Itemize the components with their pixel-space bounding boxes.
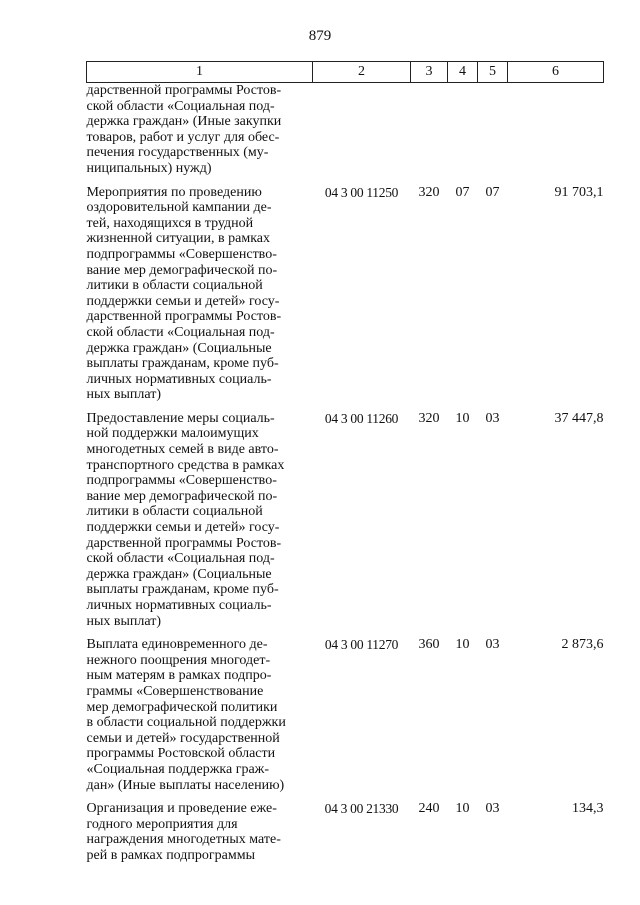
description-line: Предоставление меры социаль- (86, 410, 275, 426)
row-subsection: 03 (485, 410, 500, 426)
row-section: 10 (455, 410, 470, 426)
description-line: «Социальная поддержка граж- (86, 761, 269, 777)
row-section (448, 83, 478, 177)
row-expense-type: 360 (418, 637, 440, 653)
description-line: ской области «Социальная под- (86, 324, 275, 340)
description-line: нежного поощрения многодет- (86, 652, 271, 668)
table-row (87, 629, 604, 793)
description-line: литики в области социальной (86, 504, 263, 520)
description-line: годного мероприятия для (86, 816, 238, 832)
row-expense-type: 320 (418, 184, 440, 200)
description-line: ной поддержки малоимущих (86, 426, 259, 442)
row-subsection: 03 (485, 801, 500, 817)
description-line: держка граждан» (Социальные (86, 340, 272, 356)
row-subsection: 07 (485, 184, 500, 200)
header-col-4: 4 (448, 62, 478, 83)
budget-table (86, 61, 604, 864)
description-line: многодетных семей в виде авто- (86, 442, 279, 458)
description-line: поддержки семьи и детей» госу- (86, 293, 280, 309)
row-amount: 134,3 (572, 801, 604, 817)
header-col-1: 1 (87, 62, 313, 83)
row-code: 04 3 00 11260 (324, 410, 399, 426)
description-line: подпрограммы «Совершенство- (86, 473, 277, 489)
description-line: семьи и детей» государственной (86, 730, 280, 746)
row-code (313, 83, 411, 177)
row-amount: 91 703,1 (554, 184, 604, 200)
row-description (87, 177, 313, 403)
row-description (87, 403, 313, 629)
table-row (87, 793, 604, 863)
description-line: ных выплат) (86, 387, 162, 403)
description-line: мер демографической политики (86, 699, 278, 715)
row-expense-type: 320 (418, 410, 440, 426)
row-section: 10 (455, 637, 470, 653)
header-col-2: 2 (313, 62, 411, 83)
row-description (87, 629, 313, 793)
description-line: ской области «Социальная под- (86, 98, 275, 114)
description-line: печения государственных (му- (86, 145, 269, 161)
row-expense-type: 240 (418, 801, 440, 817)
description-line: дарственной программы Ростов- (86, 83, 282, 98)
description-line: транспортного средства в рамках (86, 457, 285, 473)
header-col-5: 5 (478, 62, 508, 83)
row-amount: 2 873,6 (561, 637, 604, 653)
description-line: товаров, работ и услуг для обес- (86, 129, 280, 145)
table-row (87, 83, 604, 177)
description-line: ниципальных) нужд) (86, 160, 212, 176)
description-line: ской области «Социальная под- (86, 551, 275, 567)
row-description (87, 793, 313, 863)
description-line: ных выплат) (86, 613, 162, 629)
row-subsection (478, 83, 508, 177)
description-line: жизненной ситуации, в рамках (86, 231, 271, 247)
row-subsection: 03 (485, 637, 500, 653)
description-line: граммы «Совершенствование (86, 683, 264, 699)
description-line: держка граждан» (Иные закупки (86, 114, 282, 130)
description-line: Выплата единовременного де- (86, 637, 268, 653)
description-line: дан» (Иные выплаты населению) (86, 777, 285, 793)
description-line: подпрограммы «Совершенство- (86, 246, 277, 262)
row-code: 04 3 00 11270 (324, 637, 399, 653)
description-line: программы Ростовской области (86, 746, 276, 762)
description-line: личных нормативных социаль- (86, 598, 272, 613)
row-expense-type (411, 83, 448, 177)
description-line: выплаты гражданам, кроме пуб- (86, 582, 279, 598)
description-line: вание мер демографической по- (86, 262, 278, 278)
row-code: 04 3 00 11250 (324, 184, 399, 200)
page-number: 879 (308, 28, 332, 44)
table-row (87, 403, 604, 629)
row-section: 07 (455, 184, 470, 200)
row-amount (508, 83, 604, 177)
header-col-3: 3 (411, 62, 448, 83)
description-line: Мероприятия по проведению (86, 184, 262, 200)
description-line: дарственной программы Ростов- (86, 309, 282, 325)
row-code: 04 3 00 21330 (324, 801, 399, 817)
description-line: дарственной программы Ростов- (86, 535, 282, 551)
description-line: Организация и проведение еже- (86, 801, 277, 817)
row-section: 10 (455, 801, 470, 817)
description-line: личных нормативных социаль- (86, 371, 272, 387)
description-line: оздоровительной кампании де- (86, 200, 272, 216)
description-line: награждения многодетных мате- (86, 832, 281, 848)
description-line: в области социальной поддержки (86, 715, 286, 731)
header-row (87, 62, 604, 83)
table-row (87, 177, 604, 403)
header-col-6: 6 (508, 62, 604, 83)
row-description (87, 83, 313, 177)
description-line: выплаты гражданам, кроме пуб- (86, 356, 279, 372)
description-line: держка граждан» (Социальные (86, 566, 272, 582)
description-line: поддержки семьи и детей» госу- (86, 520, 280, 536)
description-line: рей в рамках подпрограммы (86, 847, 255, 863)
row-amount: 37 447,8 (554, 410, 604, 426)
description-line: ным матерям в рамках подпро- (86, 668, 272, 684)
description-line: вание мер демографической по- (86, 488, 278, 504)
description-line: литики в области социальной (86, 278, 263, 294)
description-line: тей, находящихся в трудной (86, 215, 254, 231)
